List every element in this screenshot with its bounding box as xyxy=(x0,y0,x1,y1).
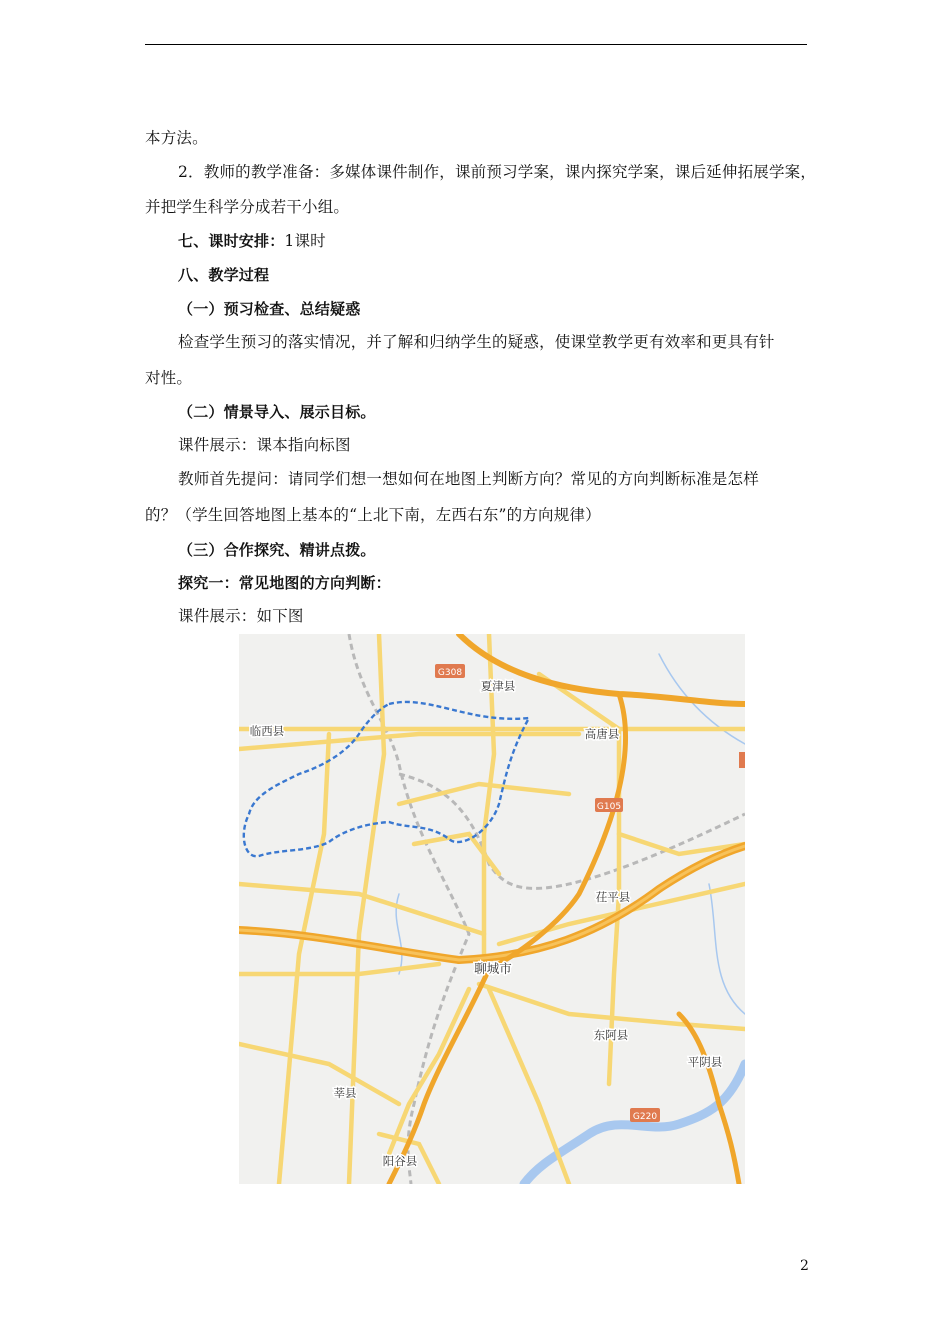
subsection-heading: （三）合作探究、精讲点拨。 xyxy=(178,541,376,559)
body-text-line: 对性。 xyxy=(145,369,193,387)
inquiry-heading: 探究一：常见地图的方向判断： xyxy=(178,574,391,592)
section-heading: 八、教学过程 xyxy=(178,266,270,284)
map-canvas xyxy=(239,634,745,1184)
place-chiping: 茌平县 xyxy=(595,890,631,904)
place-donge: 东阿县 xyxy=(593,1028,629,1042)
body-text-line: 检查学生预习的落实情况，并了解和归纳学生的疑惑，使课堂教学更有效率和更具有针 xyxy=(178,333,775,351)
body-text-line: 教师首先提问：请同学们想一想如何在地图上判断方向？常见的方向判断标准是怎样 xyxy=(178,470,759,488)
subsection-heading: （二）情景导入、展示目标。 xyxy=(178,403,376,421)
place-linxi: 临西县 xyxy=(249,724,285,738)
g220-label: G220 xyxy=(632,1112,658,1122)
body-text-line: 2．教师的教学准备：多媒体课件制作，课前预习学案，课内探究学案，课后延伸拓展学案， xyxy=(178,163,817,181)
place-pingyin: 平阴县 xyxy=(687,1055,723,1069)
g105-label: G105 xyxy=(596,802,622,812)
edge-shield xyxy=(739,752,745,768)
section-heading-schedule xyxy=(178,230,848,252)
body-text-line: 并把学生科学分成若干小组。 xyxy=(145,198,350,216)
place-yanggu: 阳谷县 xyxy=(382,1154,418,1168)
subsection-heading: （一）预习检查、总结疑惑 xyxy=(178,300,361,318)
place-gaotang: 高唐县 xyxy=(584,727,620,741)
g308-label: G308 xyxy=(437,668,463,678)
schedule-value: 1课时 xyxy=(284,232,326,250)
section-heading-label: 七、课时安排： xyxy=(178,232,285,250)
place-shenxian: 莘县 xyxy=(333,1086,357,1100)
body-text-line: 课件展示：课本指向标图 xyxy=(178,436,351,454)
page-number: 2 xyxy=(800,1258,809,1274)
header-rule xyxy=(145,44,807,45)
body-text-line: 课件展示：如下图 xyxy=(178,607,304,625)
body-text-line: 本方法。 xyxy=(145,129,208,147)
place-xiajin: 夏津县 xyxy=(480,679,516,693)
place-liaocheng: 聊城市 xyxy=(474,961,512,976)
body-text-line: 的？（学生回答地图上基本的“上北下南，左西右东”的方向规律） xyxy=(145,506,601,524)
liaocheng-map xyxy=(239,634,745,1184)
